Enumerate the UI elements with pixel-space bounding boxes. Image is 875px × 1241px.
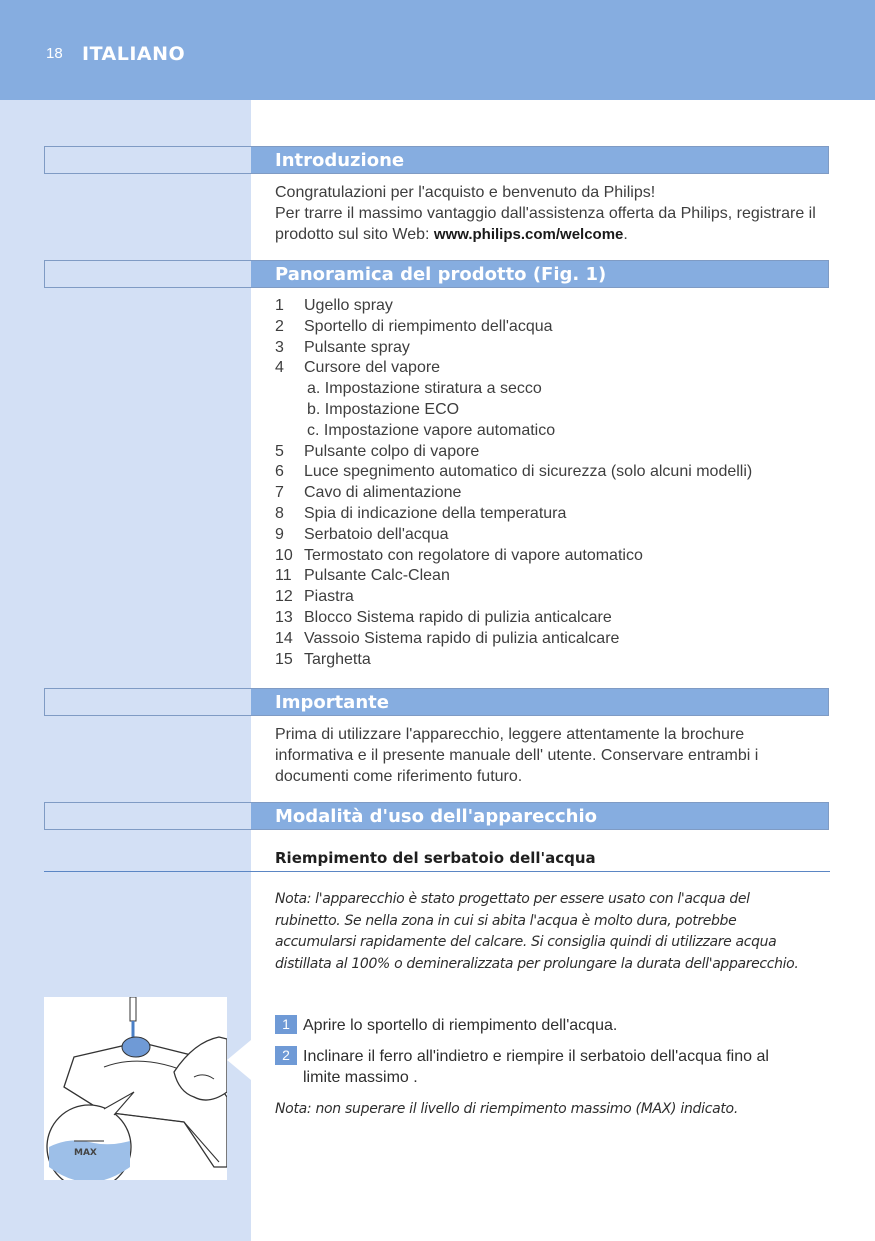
iron-filling-illustration (44, 997, 227, 1180)
section-bar-intro (44, 146, 829, 174)
section-bar-important (44, 688, 829, 716)
language-title: ITALIANO (82, 43, 186, 65)
section-bar-usage (44, 802, 829, 830)
page-header (0, 0, 875, 100)
list-subitem: a. Impostazione stiratura a secco (307, 380, 542, 398)
intro-paragraph (275, 182, 816, 245)
hard-water-note: Nota: l'apparecchio è stato progettato per essere usato con l'acqua del rubinetto. Se nella zona in cui si abita l'acqua è molto dura, potrebbe accumularsi rapidamente del calcare. Si consiglia quindi di utilizzare acqua distillata al 100% o demineralizzata per prolungare la durata dell'apparecchio. (275, 891, 799, 972)
list-item: 1 Ugello spray (275, 297, 393, 314)
section-title-intro: Introduzione (275, 150, 405, 171)
list-item: 7 Cavo di alimentazione (275, 484, 462, 502)
list-item: 10 Termostato con regolatore di vapore automatico (275, 546, 643, 564)
list-item: 5 Pulsante colpo di vapore (275, 442, 480, 460)
list-item: 15 Targhetta (275, 650, 371, 668)
list-item: 2 Sportello di riempimento dell'acqua (275, 317, 553, 335)
max-level-note: Nota: non superare il livello di riempimento massimo (MAX) indicato. (275, 1101, 738, 1117)
list-item: 3 Pulsante spray (275, 338, 410, 356)
important-line-1: Prima di utilizzare l'apparecchio, leggere attentamente la brochure (275, 726, 745, 743)
important-paragraph (275, 724, 758, 787)
section-bar-overview (44, 260, 829, 288)
important-line-3: documenti come riferimento futuro. (275, 768, 523, 785)
list-item: 8 Spia di indicazione della temperatura (275, 504, 567, 522)
step-number-badge: 2 (275, 1046, 297, 1065)
list-item: 11 Pulsante Calc-Clean (275, 567, 450, 585)
section-title-overview: Panoramica del prodotto (Fig. 1) (275, 264, 607, 285)
intro-line-2: Per trarre il massimo vantaggio dall'assistenza offerta da Philips, registrare il (275, 205, 816, 222)
section-title-important: Importante (275, 692, 389, 713)
page-number: 18 (46, 45, 63, 62)
list-item: 4 Cursore del vapore (275, 359, 441, 377)
max-marker-label: MAX (74, 1148, 97, 1158)
intro-line-1: Congratulazioni per l'acquisto e benvenuto da Philips! (275, 184, 656, 201)
divider-rule (44, 871, 830, 872)
subheading-fill-tank: Riempimento del serbatoio dell'acqua (275, 849, 596, 867)
product-parts-list (275, 296, 752, 670)
list-item: 9 Serbatoio dell'acqua (275, 525, 449, 543)
important-line-2: informativa e il presente manuale dell' utente. Conservare entrambi i (275, 747, 759, 764)
list-subitem: c. Impostazione vapore automatico (307, 421, 556, 439)
list-item: 6 Luce spegnimento automatico di sicurezza (solo alcuni modelli) (275, 463, 753, 481)
section-title-usage: Modalità d'uso dell'apparecchio (275, 806, 598, 827)
intro-line-3: prodotto sul sito Web: www.philips.com/welcome. (275, 226, 628, 243)
list-item: 12 Piastra (275, 588, 354, 606)
step-2: 2 Inclinare il ferro all'indietro e riempire il serbatoio dell'acqua fino al limite massimo . (275, 1046, 769, 1088)
step-1: 1 Aprire lo sportello di riempimento dell'acqua. (275, 1015, 617, 1036)
philips-welcome-link[interactable]: www.philips.com/welcome (433, 226, 624, 243)
list-item: 14 Vassoio Sistema rapido di pulizia anticalcare (275, 629, 620, 647)
figure-pointer-arrow (227, 1040, 251, 1080)
step-number-badge: 1 (275, 1015, 297, 1034)
list-item: 13 Blocco Sistema rapido di pulizia anticalcare (275, 608, 612, 626)
list-subitem: b. Impostazione ECO (307, 400, 460, 418)
